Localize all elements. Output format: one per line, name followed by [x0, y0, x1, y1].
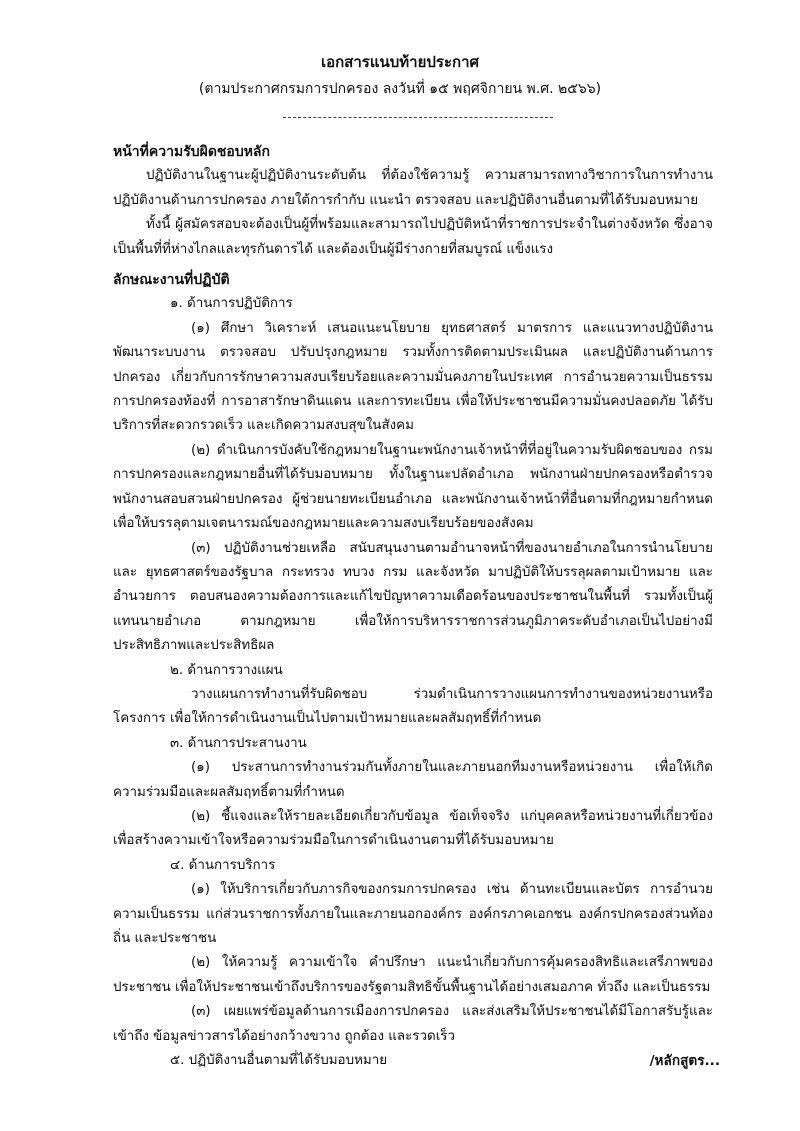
document-subtitle: (ตามประกาศกรมการปกครอง ลงวันที่ ๑๕ พฤศจิกายน พ.ศ. ๒๕๖๖)	[198, 81, 602, 97]
section-planning-item-1: วางแผนการทำงานที่รับผิดชอบ ร่วมดำเนินการวางแผนการทำงานของหน่วยงานหรือโครงการ เพื่อให้การดำเนินงานเป็นไปตามเป้าหมายและผลสัมฤทธิ์ที่กำหนด	[113, 686, 713, 727]
section-coordination-item-2: (๒) ชี้แจงและให้รายละเอียดเกี่ยวกับข้อมูล ข้อเท็จจริง แก่บุคคลหรือหน่วยงานที่เกี่ยวข้อง เพื่อสร้างความเข้าใจหรือความร่วมมือในการดำเนินงานตามที่ได้รับมอบหมาย	[113, 808, 713, 849]
section-service-item-3: (๓) เผยแพร่ข้อมูลด้านการเมืองการปกครอง และส่งเสริมให้ประชาชนได้มีโอกาสรับรู้และเข้าถึง ข้อมูลข่าวสารได้อย่างกว้างขวาง ถูกต้อง และรวดเร็ว	[113, 1004, 713, 1044]
section-operations-item-2: (๒) ดำเนินการบังคับใช้กฎหมายในฐานะพนักงานเจ้าหน้าที่ที่อยู่ในความรับผิดชอบของ กรมการปกครองและกฎหมายอื่นที่ได้รับมอบหมาย ทั้งในฐานะปลัดอำเภอ พนักงานฝ่ายปกครองหรือตำรวจ พนักงานสอบสวนฝ่ายปกครอง ผู้ช่วยนายทะเบียนอำเภอ และพนักงานเจ้าหน้าที่อื่นตามที่กฎหมายกำหนด เพื่อให้บรรลุตามเจตนารมณ์ของกฎหมายและความสงบเรียบร้อยของสังคม	[113, 442, 713, 532]
document-body	[113, 140, 713, 1073]
responsibilities-paragraph-2: ทั้งนี้ ผู้สมัครสอบจะต้องเป็นผู้ที่พร้อมและสามารถไปปฏิบัติหน้าที่ราชการประจำในต่างจังหวัด ซึ่งอาจเป็นพื้นที่ที่ห่างไกลและทุรกันดารได้ และต้องเป็นผู้มีร่างกายที่สมบูรณ์ แข็งแรง	[113, 217, 713, 257]
section-service-item-2: (๒) ให้ความรู้ ความเข้าใจ คำปรึกษา แนะนำเกี่ยวกับการคุ้มครองสิทธิและเสรีภาพของประชาชน เพื่อให้ประชาชนเข้าถึงบริการของรัฐตามสิทธิขั้นพื้นฐานได้อย่างเสมอภาค ทั่วถึง และเป็นธรรม	[113, 955, 713, 995]
section-operations-item-3: (๓) ปฏิบัติงานช่วยเหลือ สนับสนุนงานตามอำนาจหน้าที่ของนายอำเภอในการนำนโยบายและ ยุทธศาสตร์ของรัฐบาล กระทรวง ทบวง กรม และจังหวัด มาปฏิบัติให้บรรลุผลตามเป้าหมาย และอำนวยการ ตอบสนองความต้องการและแก้ไขปัญหาความเดือดร้อนของประชาชนในพื้นที่ รวมทั้งเป็นผู้แทนนายอำเภอ ตามกฎหมาย เพื่อให้การบริหารราชการส่วนภูมิภาคระดับอำเภอเป็นไปอย่างมีประสิทธิภาพและประสิทธิผล	[113, 540, 713, 654]
continuation-marker: /หลักสูตร...	[649, 1053, 720, 1069]
section-coordination-title: ๓. ด้านการประสานงาน	[170, 735, 307, 751]
section-operations-title: ๑. ด้านการปฏิบัติการ	[170, 296, 293, 312]
section-service-title: ๔. ด้านการบริการ	[170, 857, 276, 873]
section-planning-title: ๒. ด้านการวางแผน	[170, 662, 283, 678]
responsibilities-heading: หน้าที่ความรับผิดชอบหลัก	[113, 144, 270, 160]
responsibilities-paragraph-1: ปฏิบัติงานในฐานะผู้ปฏิบัติงานระดับต้น ที่ต้องใช้ความรู้ ความสามารถทางวิชาการในการทำงาน ปฏิบัติงานด้านการปกครอง ภายใต้การกำกับ แนะนำ ตรวจสอบ และปฏิบัติงานอื่นตามที่ได้รับมอบหมาย	[113, 168, 713, 208]
document-title: เอกสารแนบท้ายประกาศ	[320, 53, 480, 71]
duties-heading: ลักษณะงานที่ปฏิบัติ	[113, 272, 230, 289]
dashed-divider	[283, 117, 553, 118]
section-coordination-item-1: (๑) ประสานการทำงานร่วมกันทั้งภายในและภายนอกทีมงานหรือหน่วยงาน เพื่อให้เกิด ความร่วมมือและผลสัมฤทธิ์ตามที่กำหนด	[113, 760, 713, 800]
section-other-title: ๕. ปฏิบัติงานอื่นตามที่ได้รับมอบหมาย	[170, 1053, 388, 1069]
section-service-item-1: (๑) ให้บริการเกี่ยวกับภารกิจของกรมการปกครอง เช่น ด้านทะเบียนและบัตร การอำนวย ความเป็นธรรม แก่ส่วนราชการทั้งภายในและภายนอกองค์กร องค์กรภาคเอกชน องค์กรปกครองส่วนท้องถิ่น และประชาชน	[113, 882, 713, 946]
section-operations-item-1: (๑) ศึกษา วิเคราะห์ เสนอแนะนโยบาย ยุทธศาสตร์ มาตรการ และแนวทางปฏิบัติงาน พัฒนาระบบงาน ตรวจสอบ ปรับปรุงกฎหมาย รวมทั้งการติดตามประเมินผล และปฏิบัติงานด้านการปกครอง เกี่ยวกับการรักษาความสงบเรียบร้อยและความมั่นคงภายในประเทศ การอำนวยความเป็นธรรม การปกครองท้องที่ การอาสารักษาดินแดน และการทะเบียน เพื่อให้ประชาชนมีความมั่นคงปลอดภัย ได้รับบริการที่สะดวกรวดเร็ว และเกิดความสงบสุขในสังคม	[113, 320, 713, 434]
